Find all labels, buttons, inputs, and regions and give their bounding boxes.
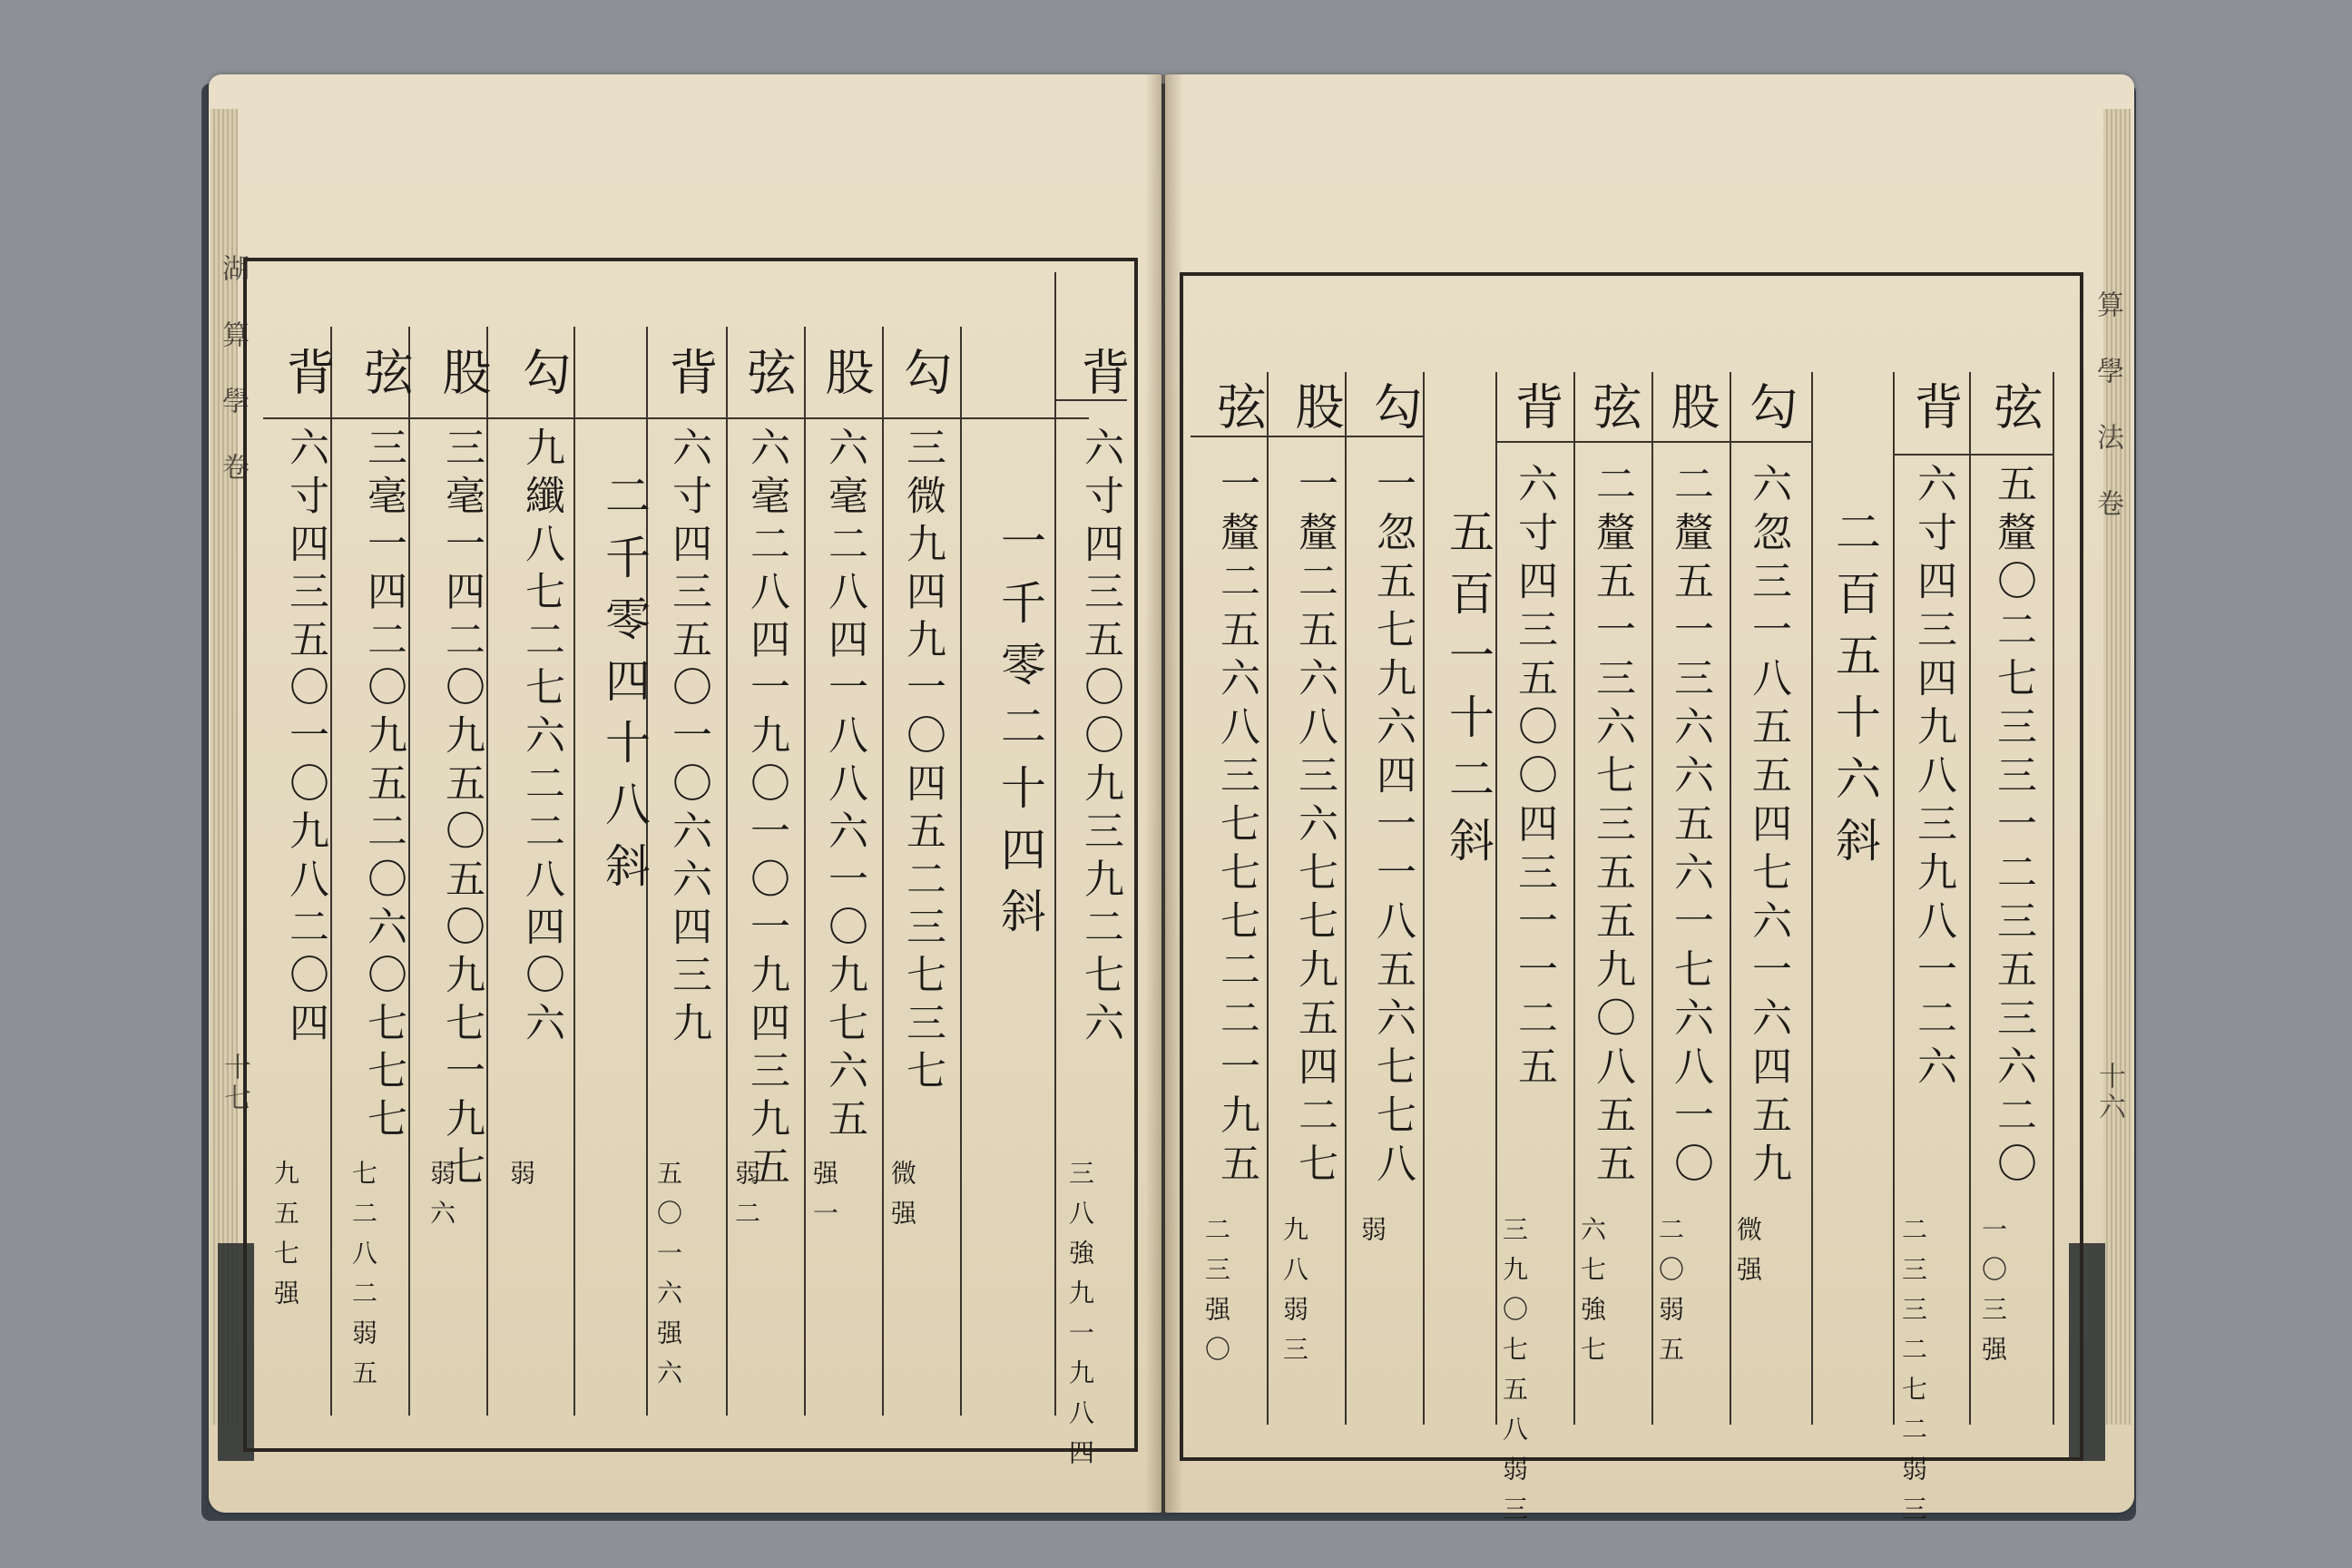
column-rule	[804, 327, 806, 1416]
column-value: 六寸四三四九八三九八一二六	[1910, 463, 1956, 1094]
header-rule	[1893, 454, 2053, 456]
section-title: 一千零二十四斜	[994, 517, 1046, 949]
column-value: 六毫二八四一八八六一〇九七六五	[821, 426, 867, 1145]
column-value: 三毫一四二〇九五〇五〇九七一九七	[438, 426, 485, 1193]
column-remainder: 微强	[1733, 1216, 1763, 1296]
right-margin-title: 算 學 法 卷	[2092, 290, 2123, 520]
column-rule	[1651, 372, 1653, 1425]
header-rule	[263, 417, 1089, 419]
column-value: 六寸四三五〇〇九三九二七六	[1077, 426, 1123, 1050]
column-value: 一釐二五六八三六七七九五四二七	[1291, 463, 1338, 1191]
column-value: 三微九四九一〇四五二三七三七	[899, 426, 946, 1098]
column-remainder: 六七強七	[1577, 1216, 1607, 1376]
column-rule	[960, 327, 962, 1416]
column-value: 六毫二八四一九〇一〇一九四三九五	[743, 426, 789, 1193]
section-title: 五百一十二斜	[1442, 508, 1494, 878]
column-remainder: 弱	[506, 1160, 536, 1200]
column-header: 勾	[1741, 381, 1798, 430]
column-header: 背	[1507, 381, 1564, 430]
column-header: 股	[1663, 381, 1720, 430]
column-rule	[1573, 372, 1575, 1425]
column-rule	[1730, 372, 1731, 1425]
column-remainder: 九五七强	[270, 1160, 300, 1319]
column-rule	[1969, 372, 1971, 1425]
column-remainder: 弱六	[426, 1160, 456, 1240]
column-value: 三毫一四二〇九五二〇六〇七七七	[360, 426, 407, 1145]
column-header: 弦	[740, 347, 797, 396]
column-remainder: 一〇三强	[1978, 1216, 2008, 1376]
column-rule	[2053, 372, 2054, 1425]
column-header: 弦	[1210, 381, 1267, 430]
column-remainder: 二〇弱五	[1655, 1216, 1685, 1376]
column-remainder: 二三三二七二弱三	[1898, 1216, 1928, 1535]
column-header: 弦	[1986, 381, 2043, 430]
column-header: 弦	[357, 347, 414, 396]
column-remainder: 二三强〇	[1201, 1216, 1231, 1376]
column-rule	[1811, 372, 1813, 1425]
column-header: 背	[1073, 347, 1131, 396]
column-header: 背	[1906, 381, 1964, 430]
column-value: 六寸四三五〇〇四三一一二五	[1511, 463, 1557, 1094]
column-value: 五釐〇二七三三一二三五三六二〇	[1990, 463, 2036, 1191]
column-header: 股	[818, 347, 875, 396]
column-header: 背	[279, 347, 336, 396]
column-rule	[1054, 272, 1056, 1416]
column-header: 勾	[896, 347, 953, 396]
column-remainder: 弱	[1357, 1216, 1387, 1256]
column-value: 一忽五七九六四一一八五六七七八	[1369, 463, 1416, 1191]
column-header: 勾	[514, 347, 572, 396]
header-rule	[1191, 436, 1423, 437]
section-title: 二百五十六斜	[1828, 508, 1881, 878]
column-remainder: 强一	[809, 1160, 839, 1240]
column-value: 九纖八七二七六二二八四〇六	[518, 426, 564, 1050]
column-value: 二釐五一三六六五六一七六八一〇	[1667, 463, 1713, 1191]
column-rule	[726, 327, 728, 1416]
column-remainder: 三九〇七五八弱三	[1499, 1216, 1529, 1535]
column-remainder: 七二八二弱五	[348, 1160, 378, 1399]
column-remainder: 弱二	[731, 1160, 761, 1240]
column-rule	[1345, 372, 1347, 1425]
column-header: 背	[662, 347, 719, 396]
column-rule	[1423, 372, 1425, 1425]
column-header: 股	[1288, 381, 1345, 430]
column-header: 股	[435, 347, 492, 396]
left-margin-page-number: 十七	[219, 1053, 250, 1114]
column-remainder: 微强	[887, 1160, 917, 1240]
column-rule	[1267, 372, 1269, 1425]
column-rule	[573, 327, 575, 1416]
column-value: 二釐五一三六七三五五九〇八五五	[1589, 463, 1635, 1191]
left-margin-title: 湖 算 學 卷	[217, 254, 249, 484]
column-remainder: 九八弱三	[1279, 1216, 1309, 1376]
column-value: 一釐二五六八三七七七二二一九五	[1213, 463, 1259, 1191]
column-rule	[882, 327, 884, 1416]
column-header: 弦	[1585, 381, 1642, 430]
header-rule	[1054, 399, 1127, 401]
right-margin-page-number: 十六	[2093, 1062, 2125, 1123]
column-rule	[1893, 372, 1895, 1425]
column-value: 六忽三一八五五四七六一六四五九	[1745, 463, 1791, 1191]
header-rule	[1495, 441, 1813, 443]
column-header: 勾	[1366, 381, 1423, 430]
column-remainder: 五〇一六强六	[653, 1160, 683, 1399]
column-value: 六寸四三五〇一〇六六四三九	[665, 426, 711, 1050]
column-value: 六寸四三五〇一〇九八二〇四	[282, 426, 328, 1050]
book-gutter	[1145, 74, 1183, 1513]
section-title: 二千零四十八斜	[598, 472, 651, 904]
column-remainder: 三八強九一九八四	[1065, 1160, 1095, 1479]
